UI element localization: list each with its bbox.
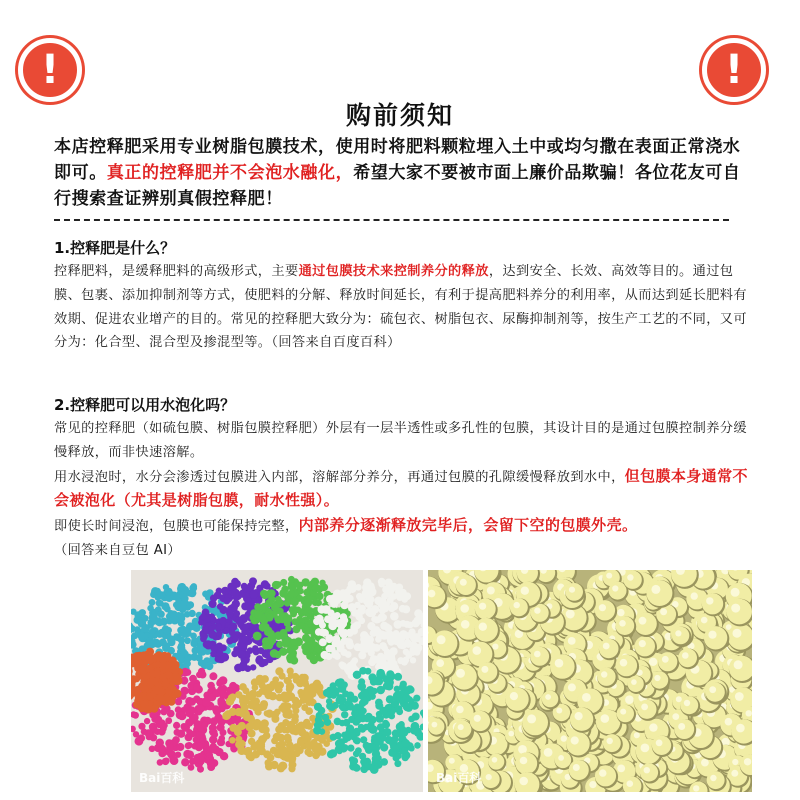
body-highlight: 内部养分逐渐释放完毕后，会留下空的包膜外壳。 [298,516,638,535]
section-heading: 2.控释肥可以用水泡化吗？ [54,396,236,414]
body-highlight: 但包膜本身通常不会被泡化（尤其是树脂包膜，耐水性强）。 [54,466,748,510]
baike-watermark: Bai百科 [436,771,482,785]
intro-notice [54,134,754,212]
granules-illustration [428,570,752,792]
warning-icon-right: ! [702,38,766,102]
intro-highlight: 真正的控释肥并不会泡水融化， [106,163,354,183]
section-heading: 1.控释肥是什么？ [54,239,176,257]
intro-text-2: 希望大家不要被市面上廉价品欺骗！各位花友可自行搜索查证辨别真假控释肥！ [54,163,741,209]
section-body-1: 常见的控释肥（如硫包膜、树脂包膜控释肥）外层有一层半透性或多孔性的包膜，其设计目的是通过包膜控制养分缓慢释放，而非快速溶解。 [54,421,747,460]
section-body-3 [54,514,754,563]
body-text: ，达到安全、长效、高效等目的。通过包膜、包裹、添加抑制剂等方式，使肥料的分解、释放时间延长，有利于提高肥料养分的利用率，从而达到延长肥料有效期、促进农业增产的目的。常见的控释肥大致分为：硫包衣、树脂包衣、尿酶抑制剂等，按生产工艺的不同，又可分为：化合型、混合型及掺混型等。（回答来自百度百科） [54,264,747,351]
section-body-2 [54,465,754,515]
dashed-divider [54,219,729,221]
baike-watermark: Bai百科 [139,771,185,785]
body-text: 用水浸泡时，水分会渗透过包膜进入内部，溶解部分养分，再通过包膜的孔隙缓慢释放到水中， [54,469,625,485]
section-soak [54,393,754,563]
body-text: （回答来自豆包 AI） [54,542,182,558]
body-highlight: 通过包膜技术来控制养分的释放 [298,264,489,279]
section-what-is [54,236,754,355]
intro-text-1: 本店控释肥采用专业树脂包膜技术，使用时将肥料颗粒埋入土中或均匀撒在表面正常浇水即可。 [54,137,741,183]
section-body [54,260,754,355]
photo-colorful-granules [131,570,423,792]
body-text: 即使长时间浸泡，包膜也可能保持完整， [54,519,299,535]
body-text: 控释肥料，是缓释肥料的高级形式，主要 [54,264,299,279]
photo-yellow-granules [428,570,752,792]
granules-illustration [131,570,423,792]
warning-icon-left: ! [18,38,82,102]
page-title: 购前须知 [345,101,454,130]
